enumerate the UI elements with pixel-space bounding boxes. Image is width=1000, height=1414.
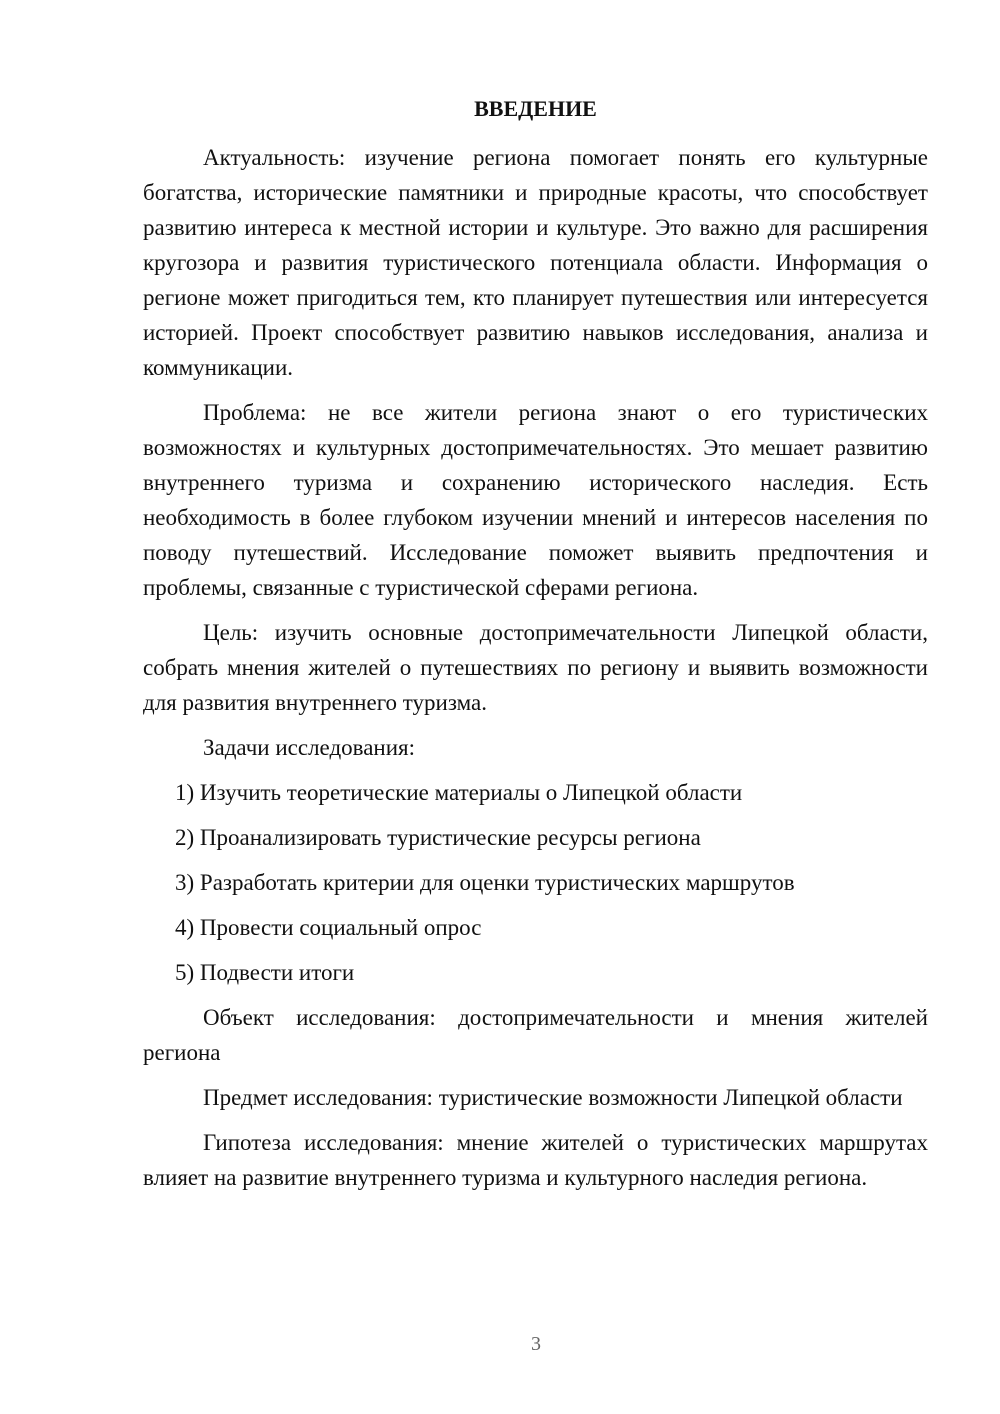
tasks-list	[143, 775, 928, 990]
page-number: 3	[531, 1333, 541, 1355]
problem-paragraph: Проблема: не все жители региона знают о его туристических возможностях и культурных достопримечательностях. Это мешает развитию внутреннего туризма и сохранению исторического наследия. Есть необходимость в более глубоком изучении мнений и интересов населения по поводу путешествий. Исследование поможет выявить предпочтения и проблемы, связанные с туристической сферами региона.	[143, 400, 928, 600]
relevance-paragraph: Актуальность: изучение региона помогает понять его культурные богатства, исторические памятники и природные красоты, что способствует развитию интереса к местной истории и культуре. Это важно для расширения кругозора и развития туристического потенциала области. Информация о регионе может пригодиться тем, кто планирует путешествия или интересуется историей. Проект способствует развитию навыков исследования, анализа и коммуникации.	[143, 145, 928, 380]
goal-paragraph: Цель: изучить основные достопримечательности Липецкой области, собрать мнения жителей о путешествиях по региону и выявить возможности для развития внутреннего туризма.	[143, 620, 928, 715]
object-paragraph: Объект исследования: достопримечательности и мнения жителей региона	[143, 1005, 928, 1065]
hypothesis-paragraph: Гипотеза исследования: мнение жителей о туристических маршрутах влияет на развитие внутреннего туризма и культурного наследия региона.	[143, 1130, 928, 1190]
subject-paragraph: Предмет исследования: туристические возможности Липецкой области	[203, 1085, 903, 1110]
task-item: 3) Разработать критерии для оценки туристических маршрутов	[175, 870, 795, 895]
task-item: 4) Провести социальный опрос	[175, 915, 482, 940]
task-item: 5) Подвести итоги	[175, 960, 355, 985]
page-content	[143, 92, 928, 1205]
section-title: ВВЕДЕНИЕ	[474, 96, 597, 121]
task-item: 2) Проанализировать туристические ресурсы региона	[175, 825, 701, 850]
task-item: 1) Изучить теоретические материалы о Липецкой области	[175, 780, 743, 805]
tasks-heading: Задачи исследования:	[203, 735, 416, 760]
